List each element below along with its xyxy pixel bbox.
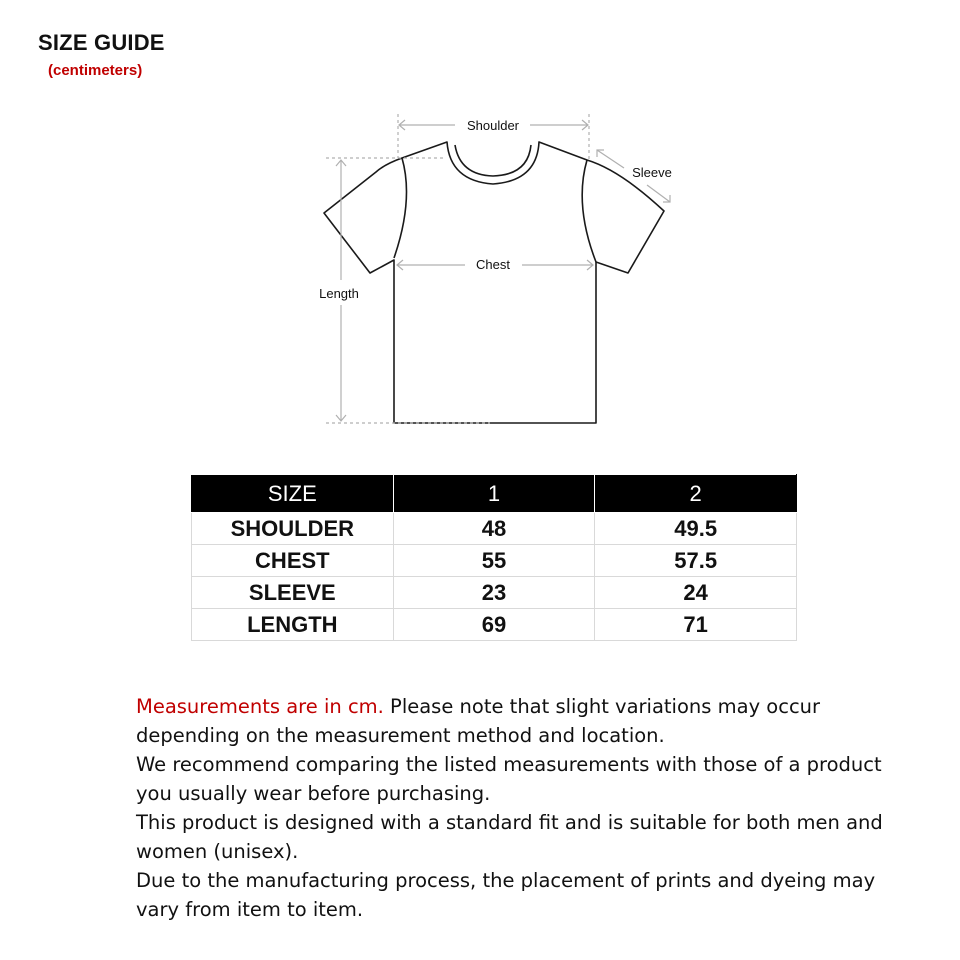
table-cell: 23 [393, 577, 595, 609]
table-cell: 49.5 [595, 513, 797, 545]
table-row [192, 577, 797, 609]
table-row [192, 513, 797, 545]
table-cell: LENGTH [192, 609, 394, 641]
table-cell: SHOULDER [192, 513, 394, 545]
table-cell: 57.5 [595, 545, 797, 577]
table-header-row [192, 475, 797, 513]
table-row [192, 545, 797, 577]
table-row [192, 609, 797, 641]
table-header-cell: SIZE [192, 475, 394, 513]
tshirt-outline [324, 142, 664, 423]
table-cell: 69 [393, 609, 595, 641]
table-cell: CHEST [192, 545, 394, 577]
table-cell: 71 [595, 609, 797, 641]
table-header-cell: 2 [595, 475, 797, 513]
note-paragraph: We recommend comparing the listed measurements with those of a product you usually wear before purchasing. [136, 753, 882, 805]
length-label: Length [319, 286, 359, 301]
tshirt-measurement-diagram [0, 0, 960, 460]
sleeve-label: Sleeve [632, 165, 672, 180]
note-highlight: Measurements are in cm. [136, 695, 384, 718]
page-title: SIZE GUIDE [38, 30, 165, 55]
table-cell: 48 [393, 513, 595, 545]
note-text: Please note that slight variations may occur depending on the measurement method and location. [136, 695, 821, 747]
unit-note: (centimeters) [48, 62, 143, 79]
size-table [191, 474, 797, 641]
table-header-cell: 1 [393, 475, 595, 513]
note-paragraph: This product is designed with a standard fit and is suitable for both men and women (unisex). [136, 811, 883, 863]
chest-label: Chest [476, 257, 510, 272]
table-cell: 55 [393, 545, 595, 577]
table-cell: 24 [595, 577, 797, 609]
measurement-notes [136, 692, 896, 924]
note-paragraph: Due to the manufacturing process, the placement of prints and dyeing may vary from item to item. [136, 869, 876, 921]
note-paragraph [136, 692, 896, 750]
table-cell: SLEEVE [192, 577, 394, 609]
shoulder-label: Shoulder [466, 118, 520, 133]
